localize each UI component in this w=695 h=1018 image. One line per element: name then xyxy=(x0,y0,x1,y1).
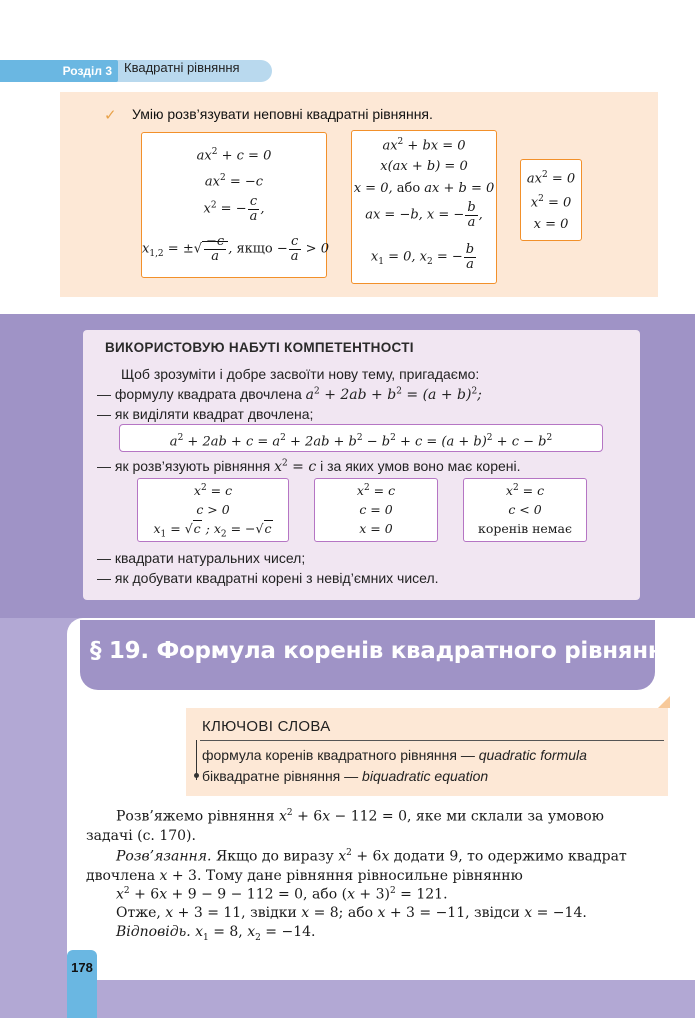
case-line: x = 0 xyxy=(359,521,393,536)
case-line: $x^2 = c$ xyxy=(505,483,545,499)
formula-line: $ax^2$ + bx = 0 xyxy=(382,137,466,154)
case-line: коренів немає xyxy=(478,521,572,536)
keyword-item: формула коренів квадратного рівняння — quadratic formula xyxy=(202,747,587,763)
body-line: задачі (с. 170). xyxy=(86,828,196,844)
case-line: $x^2 = c$ xyxy=(356,483,396,499)
check-icon: ✓ xyxy=(104,106,117,124)
body-line: Розв’яжемо рівняння $x^2 + 6x - 112 = 0$, яке ми склали за умовою xyxy=(116,808,604,825)
formula-line: x = 0 xyxy=(533,217,569,232)
formula-line: $x_{1,2}$ = ±√ $\frac{-c}{a}$ , якщо − $\frac{c}{a}$ > 0 xyxy=(142,234,329,264)
body-line: Відповідь. $x_1 = 8$, $x_2 = -14$. xyxy=(116,924,316,943)
case-line: $x_1 = √c$ ; $x_2 = -√c$ xyxy=(153,521,272,540)
section-title: Квадратні рівняння xyxy=(124,60,240,75)
formula-line: x = 0, або ax + b = 0 xyxy=(353,181,495,196)
section-header xyxy=(0,60,272,82)
body-line: Розв’язання. Якщо до виразу $x^2 + 6x$ додати 9, то одержимо квадрат xyxy=(116,848,627,865)
body-line: Отже, x + 3 = 11, звідки x = 8; або x + 3 = −11, звідси x = −14. xyxy=(116,905,587,921)
body-line: двочлена x + 3. Тому дане рівняння рівносильне рівнянню xyxy=(86,868,523,884)
case-line: c < 0 xyxy=(508,502,542,517)
case-box-negative xyxy=(463,478,587,542)
keywords-fold-decoration xyxy=(658,696,670,708)
competence-heading: ВИКОРИСТОВУЮ НАБУТІ КОМПЕТЕНТНОСТІ xyxy=(105,340,414,355)
competence-intro: Щоб зрозуміти і добре засвоїти нову тему, пригадаємо: xyxy=(121,366,480,382)
case-box-zero xyxy=(314,478,438,542)
wide-formula-box: $a^2 + 2ab + c = a^2 + 2ab + b^2 - b^2 + c = (a + b)^2 + c - b^2$ xyxy=(119,424,603,452)
case-line: $x^2 = c$ xyxy=(193,483,233,499)
formula-box-b-c-zero xyxy=(520,159,582,241)
body-line: $x^2 + 6x + 9 - 9 - 112 = 0$, або $(x + 3)^2 = 121$. xyxy=(116,886,448,903)
case-line: c > 0 xyxy=(196,502,230,517)
formula-box-c-zero xyxy=(351,130,497,284)
formula-line: $ax^2 + c = 0$ xyxy=(196,147,272,164)
page-number-tab xyxy=(67,950,97,1018)
competence-item: — квадрати натуральних чисел; xyxy=(97,550,306,566)
paragraph-title: § 19. Формула коренів квадратного рівняння xyxy=(90,638,678,664)
formula-line: $ax^2 = 0$ xyxy=(526,170,576,187)
section-label: Розділ 3 xyxy=(0,60,118,82)
case-box-positive xyxy=(137,478,289,542)
keyword-item: біквадратне рівняння — biquadratic equation xyxy=(202,768,489,784)
skill-text: Умію розв’язувати неповні квадратні рівняння. xyxy=(132,106,433,122)
page-number: 178 xyxy=(71,960,93,975)
formula-line: $x^2 = 0$ xyxy=(530,194,572,211)
formula-line: $ax^2 = -c$ xyxy=(204,173,264,190)
keywords-heading: КЛЮЧОВІ СЛОВА xyxy=(202,718,331,735)
formula-line: x(ax + b) = 0 xyxy=(380,159,468,174)
skill-box xyxy=(60,92,658,297)
formula-line: $x_1 = 0$, $x_2$ = − $\frac{b}{a}$ xyxy=(370,242,475,272)
formula-box-bx-zero xyxy=(141,132,327,278)
competence-item: — як добувати квадратні корені з невід’ємних чисел. xyxy=(97,570,439,586)
competence-item: — як виділяти квадрат двочлена; xyxy=(97,406,314,422)
competence-item: — формулу квадрата двочлена $a^2 + 2ab + b^2 = (a + b)^2$; xyxy=(97,386,482,403)
keywords-rule xyxy=(200,740,664,741)
formula-line: ax = −b, x = − $\frac{b}{a}$ , xyxy=(365,200,483,230)
case-line: c = 0 xyxy=(359,502,393,517)
formula-line: $x^2$ = − $\frac{c}{a}$ , xyxy=(203,194,265,224)
competence-item: — як розв’язують рівняння $x^2 = c$ і за яких умов воно має корені. xyxy=(97,458,521,475)
competence-box xyxy=(83,330,640,600)
keywords-dot xyxy=(194,773,199,778)
keywords-box xyxy=(186,708,668,796)
